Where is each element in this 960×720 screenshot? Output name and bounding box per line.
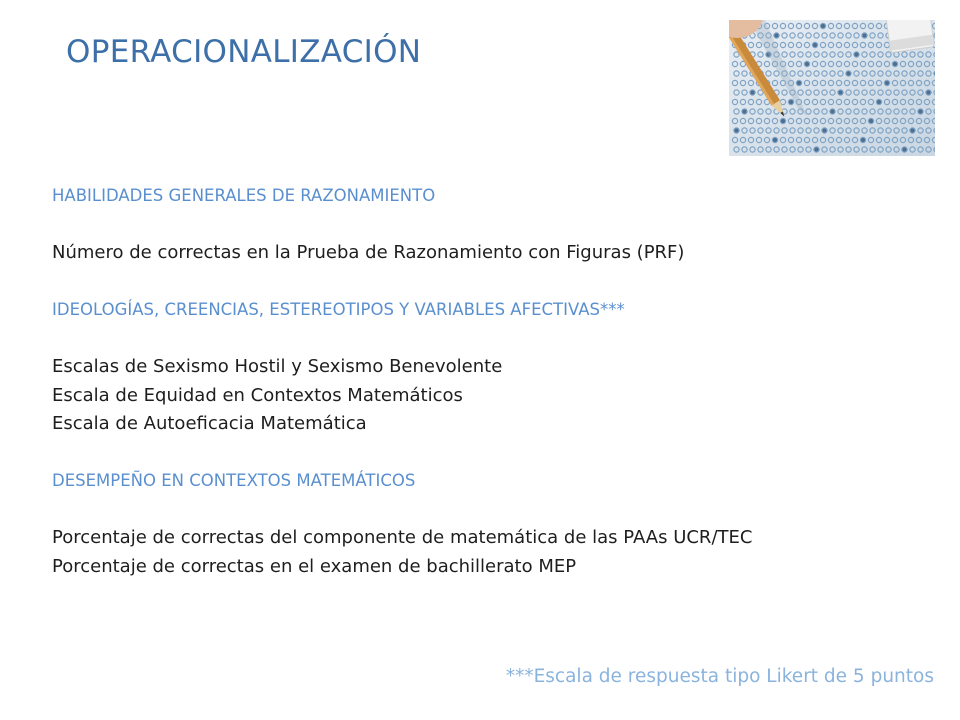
spacer (52, 211, 912, 240)
answer-sheet-pencil-photo (729, 20, 935, 156)
spacer (52, 325, 912, 354)
list-item: Porcentaje de correctas del componente de matemática de las PAAs UCR/TEC (52, 527, 753, 548)
list-item: Número de correctas en la Prueba de Razonamiento con Figuras (PRF) (52, 242, 685, 263)
spacer (52, 439, 912, 468)
likert-footnote: ***Escala de respuesta tipo Likert de 5 puntos (505, 666, 934, 687)
list-item: Escala de Equidad en Contextos Matemáticos (52, 384, 463, 406)
list-item: Escala de Autoeficacia Matemática (52, 413, 367, 434)
list-item: Escalas de Sexismo Hostil y Sexismo Benevolente (52, 356, 503, 377)
list-item: Porcentaje de correctas en el examen de bachillerato MEP (52, 555, 577, 577)
spacer (52, 268, 912, 297)
section-heading-desempeno: DESEMPEÑO EN CONTEXTOS MATEMÁTICOS (52, 471, 416, 490)
slide-title: OPERACIONALIZACIÓN (66, 34, 422, 70)
section-heading-ideologias: IDEOLOGÍAS, CREENCIAS, ESTEREOTIPOS Y VARIABLES AFECTIVAS*** (52, 300, 625, 319)
spacer (52, 496, 912, 525)
content-body (52, 182, 912, 581)
section-heading-razonamiento: HABILIDADES GENERALES DE RAZONAMIENTO (52, 186, 436, 205)
likert-marker: *** (599, 300, 625, 319)
